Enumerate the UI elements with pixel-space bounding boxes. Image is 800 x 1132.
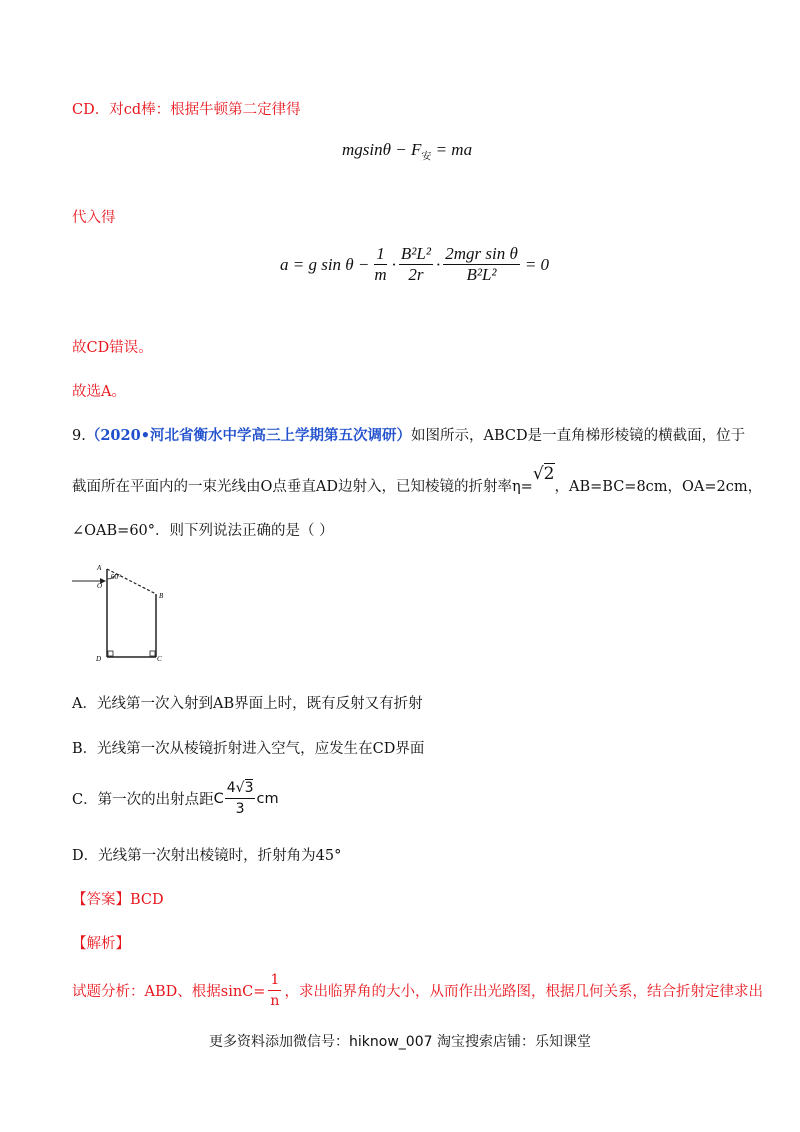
sqrt-radicand: 2 [543, 464, 555, 484]
footer-text: 更多资料添加微信号：hiknow_007 淘宝搜索店铺：乐知课堂 [209, 1034, 591, 1050]
question-line2-a: 截面所在平面内的一束光线由O点垂直AD边射入，已知棱镜的折射率η= [72, 479, 533, 495]
fraction-numerator: 4√3 [225, 778, 256, 799]
right-angle-c [150, 651, 155, 656]
question-line2-b: ，AB=BC=8cm，OA=2cm， [554, 479, 763, 495]
option-b: B．光线第一次从棱镜折射进入空气，应发生在CD界面 [72, 741, 425, 757]
label-a: A [97, 564, 102, 572]
substitute-text: 代入得 [72, 210, 116, 226]
label-o: O [97, 582, 103, 590]
fraction-numerator: 1 [268, 970, 281, 991]
fraction-1-over-m [372, 244, 388, 285]
trapezoid-prism-figure [66, 560, 176, 664]
right-angle-d [108, 651, 113, 656]
analysis-post: ，求出临界角的大小，从而作出光路图，根据几何关系，结合折射定律求出 [284, 984, 763, 1000]
analysis-pre: 试题分析：ABD、根据sinC= [72, 984, 266, 1000]
eq1-sub: 安 [421, 151, 432, 163]
option-c-unit: cm [256, 790, 279, 807]
answer-text: 【答案】BCD [72, 892, 164, 908]
question-9-line-1 [72, 424, 745, 445]
question-source: （2020•河北省衡水中学高三上学期第五次调研） [85, 427, 411, 444]
fraction-2mgr-over-b2l2 [443, 244, 520, 285]
fraction-denominator: 2r [408, 265, 424, 284]
question-line1-rest: 如图所示，ABCD是一直角梯形棱镜的横截面，位于 [410, 428, 746, 444]
fraction-4root3-over-3 [225, 778, 256, 819]
question-9-line-2 [72, 464, 763, 496]
fraction-denominator: B²L² [466, 265, 497, 284]
option-c [72, 778, 279, 819]
equation-newton-second-law [342, 140, 472, 162]
equation-acceleration: a = g sin θ − $\frac{1}{m}$ · $\frac{\text{B²L²}}{2r}$ · $\frac{\text{2mgr sin θ}}{\text{B²L²}}$ = 0 [280, 244, 550, 284]
fraction-denominator: m [374, 265, 387, 284]
cd-intro-text: CD．对cd棒：根据牛顿第二定律得 [72, 102, 301, 118]
cd-wrong-text: 故CD错误。 [72, 340, 153, 356]
fraction-denominator: n [270, 993, 280, 1009]
choose-a-text: 故选A。 [72, 384, 126, 400]
label-c: C [157, 655, 162, 663]
eq1-lhs: mgsinθ − F [342, 140, 422, 159]
question-9-line-3: ∠OAB=60°．则下列说法正确的是（ ） [72, 523, 334, 539]
analysis-title: 【解析】 [72, 936, 130, 952]
question-number: 9. [72, 428, 86, 444]
fraction-denominator: 3 [235, 801, 245, 817]
label-angle: 60° [111, 573, 121, 581]
label-b: B [159, 592, 164, 600]
option-c-point: C [213, 790, 224, 807]
sqrt-2: √2 [532, 464, 555, 484]
eq2-tail: = 0 [524, 254, 550, 274]
fraction-numerator: B²L² [400, 244, 431, 263]
analysis-text [72, 970, 763, 1011]
numerator-radicand: 3 [244, 780, 254, 796]
option-d: D．光线第一次射出棱镜时，折射角为45° [72, 848, 342, 864]
fraction-numerator: 2mgr sin θ [445, 244, 518, 263]
option-a: A．光线第一次入射到AB界面上时，既有反射又有折射 [72, 696, 423, 712]
label-d: D [96, 655, 102, 663]
fraction-1-over-n [268, 970, 281, 1011]
option-c-prefix: C．第一次的出射点距 [72, 792, 214, 808]
eq1-rhs: = ma [431, 140, 473, 159]
fraction-b2l2-over-2r [399, 244, 433, 285]
fraction-numerator: 1 [376, 244, 385, 263]
eq2-a: a = g sin θ − [280, 254, 370, 274]
numerator-coefficient: 4 [226, 780, 236, 796]
